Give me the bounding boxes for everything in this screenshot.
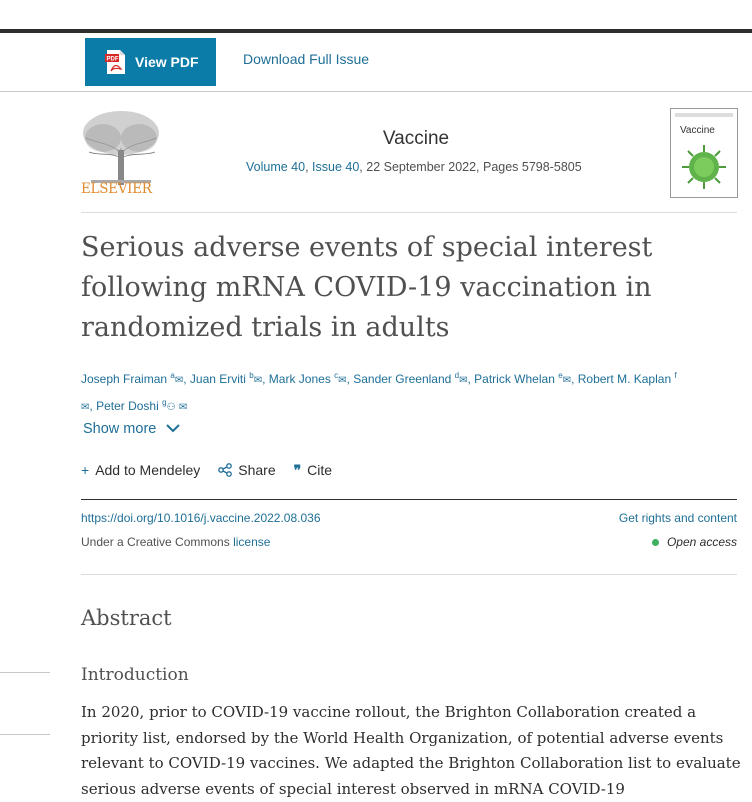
author[interactable]: Sander Greenland $^d$✉ bbox=[353, 371, 468, 386]
toolbar-divider bbox=[0, 91, 752, 92]
author[interactable]: Juan Erviti $^b$✉ bbox=[189, 371, 263, 386]
open-access-dot bbox=[652, 539, 659, 546]
email-icon: ✉ bbox=[338, 375, 347, 386]
author[interactable]: Mark Jones $^c$✉ bbox=[268, 371, 347, 386]
view-pdf-label: View PDF bbox=[135, 54, 199, 70]
introduction-text: In 2020, prior to COVID-19 vaccine rollout, the Brighton Collaboration created a priority list, endorsed by the World Health Organization, of potential adverse events relevant to COVID-19 vaccines. We adapted the Brighton Collaboration list to evaluate serious adverse events of special interest observed in mRNA COVID-19 bbox=[81, 703, 741, 798]
email-icon: ✉ bbox=[459, 375, 468, 386]
show-more-button[interactable]: Show more bbox=[83, 421, 180, 437]
journal-cover-thumbnail[interactable] bbox=[670, 108, 738, 198]
elsevier-logo[interactable] bbox=[81, 108, 161, 200]
volume-link[interactable]: Volume 40 bbox=[246, 160, 306, 174]
cover-title: Vaccine bbox=[680, 125, 715, 136]
share-icon bbox=[218, 463, 232, 477]
header-divider bbox=[81, 212, 737, 213]
email-icon: ✉ bbox=[253, 375, 263, 386]
abstract-heading: Abstract bbox=[81, 606, 172, 630]
author[interactable]: Robert M. Kaplan $^f$ ✉ bbox=[81, 371, 677, 413]
top-border bbox=[0, 29, 752, 33]
chevron-down-icon bbox=[166, 423, 180, 433]
view-pdf-button[interactable] bbox=[85, 38, 216, 86]
issue-link[interactable]: Issue 40 bbox=[312, 160, 360, 174]
side-nav-divider bbox=[0, 672, 50, 673]
email-icon: ✉ bbox=[178, 402, 188, 413]
author[interactable]: Peter Doshi $^g$⚇ ✉ bbox=[96, 398, 188, 413]
author-list: Joseph Fraiman $^a$✉, Juan Erviti $^b$✉, Mark Jones $^c$✉, Sander Greenland $^d$✉, Patrick Whelan $^e$✉, Robert M. Kaplan $^f$ ✉, Peter Doshi $^g$⚇ ✉ bbox=[81, 371, 677, 413]
email-icon: ✉ bbox=[81, 402, 90, 413]
actions-divider bbox=[81, 499, 737, 500]
share-button[interactable]: Share bbox=[218, 462, 275, 479]
doi-link[interactable]: https://doi.org/10.1016/j.vaccine.2022.08.036 bbox=[81, 511, 321, 525]
metadata-divider bbox=[81, 574, 737, 575]
article-actions bbox=[81, 462, 332, 479]
article-title: Serious adverse events of special interest following mRNA COVID-19 vaccination in randomized trials in adults bbox=[81, 232, 653, 343]
plus-icon: + bbox=[81, 462, 90, 478]
introduction-heading: Introduction bbox=[81, 665, 189, 685]
open-access-badge: Open access bbox=[652, 535, 737, 549]
license-info: Under a Creative Commons license bbox=[81, 535, 271, 549]
journal-meta: Volume 40, Issue 40, 22 September 2022, Pages 5798-5805 bbox=[246, 160, 582, 174]
license-link[interactable]: license bbox=[233, 535, 271, 549]
pdf-file-icon bbox=[105, 49, 127, 75]
email-icon: ✉ bbox=[174, 375, 184, 386]
get-rights-link[interactable]: Get rights and content bbox=[618, 511, 737, 525]
date-pages: , 22 September 2022, Pages 5798-5805 bbox=[359, 160, 582, 174]
quote-icon: ❞ bbox=[293, 462, 302, 478]
author[interactable]: Joseph Fraiman $^a$✉ bbox=[81, 371, 184, 386]
svg-text:PDF: PDF bbox=[106, 56, 119, 63]
author[interactable]: Patrick Whelan $^e$✉ bbox=[474, 371, 572, 386]
person-icon: ⚇ bbox=[166, 402, 176, 413]
side-nav-divider bbox=[0, 734, 50, 735]
journal-title[interactable]: Vaccine bbox=[382, 128, 450, 149]
email-icon: ✉ bbox=[562, 375, 572, 386]
add-to-mendeley-button[interactable]: + Add to Mendeley bbox=[81, 462, 201, 478]
elsevier-wordmark: ELSEVIER bbox=[81, 181, 152, 197]
download-full-issue-link[interactable]: Download Full Issue bbox=[243, 51, 370, 67]
cite-button[interactable]: ❞ Cite bbox=[293, 462, 333, 478]
